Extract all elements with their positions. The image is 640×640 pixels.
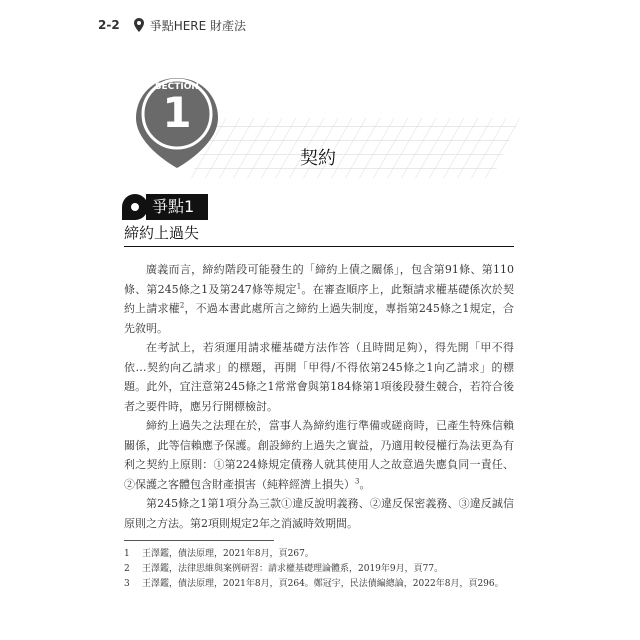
footnote-text: 王澤鑑，債法原理，2021年8月，頁267。 <box>142 549 314 559</box>
section-label: SECTION <box>155 82 199 92</box>
page-number: 2-2 <box>98 18 120 32</box>
footnotes <box>124 547 524 592</box>
issue-tag <box>122 194 208 220</box>
footnote-text: 王澤鑑，法律思維與案例研習：請求權基礎理論體系，2019年9月，頁77。 <box>142 564 444 574</box>
section-banner <box>0 0 640 200</box>
issue-tag-label: 爭點1 <box>146 194 208 220</box>
footnote-number: 1 <box>124 549 130 559</box>
section-title: 契約 <box>300 148 336 169</box>
footnote-ref[interactable]: 2 <box>179 301 185 310</box>
footnote <box>124 562 524 577</box>
footnote <box>124 547 524 562</box>
paragraph: 第245條之1第1項分為三款①違反說明義務、②違反保密義務、③違反誠信原則之方法。第2項則規定2年之消滅時效期間。 <box>124 497 514 530</box>
paragraph: 在考試上，若須運用請求權基礎方法作答（且時間足夠），得先開「甲不得依…契約向乙請求」的標題，再開「甲得/不得依第245條之1向乙請求」的標題。此外，宜注意第245條之1常常會與第184條第1項後段發生競合，若符合後者之要件時，應另行開標檢討。 <box>124 341 514 413</box>
footnote-divider <box>124 540 274 541</box>
body-text <box>124 260 514 533</box>
footnote-number: 3 <box>124 579 130 589</box>
section-number: 1 <box>162 88 192 137</box>
footnote-ref[interactable]: 3 <box>355 476 360 485</box>
paragraph: 廣義而言，締約階段可能發生的「締約上債之關係」，包含第91條、第110條、第245條之1及第247條等規定$^1$。在審查順序上，此類請求權基礎係次於契約上請求權$^2$，不過本書此處所言之締約上過失制度，專指第245條之1規定，合先敘明。 <box>124 263 515 335</box>
book-title: 爭點HERE 財產法 <box>149 18 247 33</box>
issue-heading: 締約上過失 <box>124 222 514 247</box>
footnote <box>124 577 524 592</box>
paragraph: 締約上過失之法理在於，當事人為締約進行準備或磋商時，已產生特殊信賴關係，此等信賴應予保護。創設締約上過失之實益，乃適用較侵權行為法更為有利之契約上原則：①第224條規定債務人就其使用人之故意過失應負同一責任、②保護之客體包含財產損害（純粹經濟上損失）$^3$。 <box>124 419 514 491</box>
footnote-number: 2 <box>124 564 130 574</box>
footnote-text: 王澤鑑，債法原理，2021年8月，頁264。鄭冠宇，民法債編總論，2022年8月，頁296。 <box>142 579 504 589</box>
banner-grid <box>190 118 520 178</box>
location-icon <box>122 194 148 220</box>
footnote-ref[interactable]: 1 <box>296 281 302 290</box>
